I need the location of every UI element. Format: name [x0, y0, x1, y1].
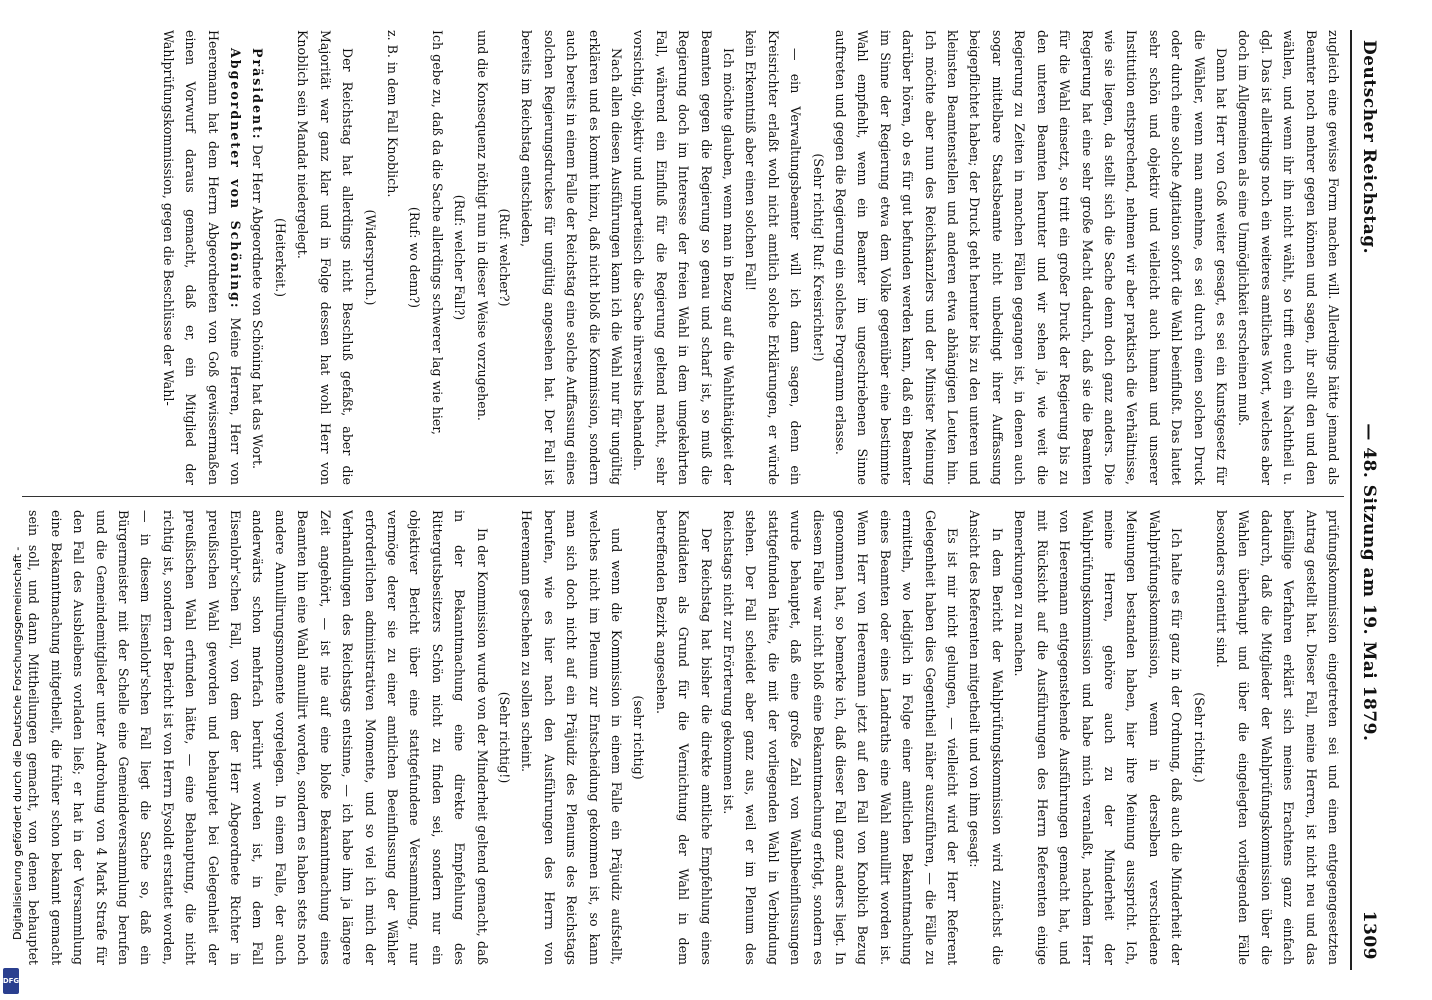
paragraph: (Sehr richtig.): [1191, 692, 1207, 783]
paragraph: (Sehr richtig! Ruf: Kreisrichter!): [810, 153, 826, 362]
paragraph: [246, 30, 268, 485]
paragraph: (Heiterkeit.): [272, 218, 288, 297]
dfg-logo: DFG: [3, 968, 19, 994]
paragraph: zugleich eine gewisse Form machen will. Allerdings hätte jemand als Beamter noch mehrer gegen können und sagen, ihr sollt den und den wählen, und wenn ihr ihn nicht wählt, so trifft euch ein Nachtheil u. dgl. Das ist allerdings noch ein weiteres amtliches Wort, welches aber doch im Allgemeinen als eine Unmöglichkeit erscheinen muß.: [1236, 30, 1341, 485]
paragraph: (Ruf: welcher Fall?): [452, 194, 468, 321]
digitization-strip: [0, 0, 22, 1000]
paragraph: (Ruf: wo denn?): [407, 206, 423, 309]
paragraph: Nach allen diesen Ausführungen kann ich die Wahl nur für ungültig erklären und es kommt hinzu, daß nicht bloß die Kommission, sondern auch bereits in einem Falle der Reichstag eine solche Auffassung eines solchen Regierungsdruckes für ungültig angesehen hat. Der Fall ist bereits im Reichstag entschieden,: [519, 30, 624, 485]
paragraph: z. B. in dem Fall Knoblich.: [384, 30, 400, 198]
paragraph: Dann hat Herr von Goß weiter gesagt, es sei ein Kunstgesetz für die Wähler, wenn man annehme, es sei durch einen solchen Druck oder durch eine solche Agitation sofort die Wahl beeinflußt. Das lautet sehr schön und objektiv und vielleicht auch human und unserer Institution entsprechend, nehmen wir aber praktisch die Verhältnisse, wie sie liegen, da stellt sich die Sache denn doch ganz anders. Die Regierung hat eine sehr große Macht dadurch, daß sie die Beamten für die Wahl einsetzt, so tritt ein großer Druck der Regierung bis zu den unteren Beamten herunter und wir sehen ja, wie weit die Regierung zu Zeiten in manchen Fällen gegangen ist, in denen auch sogar mittelbare Staatsbeamte nicht unbedingt ihrer Auffassung beigepflichtet haben; der Druck geht herunter bis zu den unteren und kleinsten Beamtenstellen und anderen etwa abhängigen Leuten hin. Ich möchte aber nun des Reichskanzlers und der Minister Meinung darüber hören, ob es für gut befunden werden kann, daß ein Beamter im Sinne der Regierung etwa dem Volke gegenüber eine bestimmte Wahl empfiehlt, wenn ein Beamter im ungeschriebenen Sinne auftreten und gegen die Regierung ein solches Programm erlasse.: [833, 30, 1229, 485]
speech-text: Meine Herren, Herr von Heeremann hat dem Herrn Abgeordneten von Goß gewissermaßen einen Vorwurf daraus gemacht, daß er, ein Mitglied der Wahlprüfungskommission, gegen die Beschlüsse der Wahl-: [160, 30, 244, 485]
left-column: [20, 30, 1344, 485]
paragraph: (Sehr richtig!): [496, 691, 512, 784]
speaker-name: Abgeordneter von Schöning:: [228, 48, 244, 310]
paragraph: Der Reichstag hat allerdings nicht Beschluß gefaßt, aber die Majorität war ganz klar und in Folge dessen hat wohl Herr von Knoblich sein Mandat niedergelegt.: [295, 30, 356, 485]
column-divider: [22, 496, 1344, 497]
paragraph: In der Kommission wurde von der Minderheit geltend gemacht, daß in der Bekanntmachung eine direkte Empfehlung des Rittergutsbesitzers Schön nicht zu finden sei, sondern nur ein objektiver Bericht über eine stattgefundene Versammlung, nur vermöge derer sie zu einer amtlichen Beeinflussung der Wähler erforderlichen administrativen Momente, und so viel ich mich der Verhandlungen des Reichstags entsinne, — ich habe ihm ja längere Zeit angehört, — ist nie auf eine bloße Bekanntmachung eines Beamten hin eine Wahl annullirt worden, sondern es haben stets noch andere Annullirungsmomente vorgelegen. In einem Falle, der auch anderwärts schon mehrfach berührt worden ist, in dem Fall Eisenlohr'schen Fall, von dem der Herr Abgeordnete Richter in preußischen Wahl geworden und behauptet bei Gelegenheit der preußischen Wahl erfunden hätte, — eine Behauptung, die nicht richtig ist, sondern der Bericht ist von Herrn Eysoldt erstattet worden, — in diesem Eisenlohr'schen Fall liegt die Sache so, daß ein Bürgermeister mit der Schelle eine Gemeindeversammlung berufen und die Gemeindemitglieder unter Androhung von 4 Mark Strafe für den Fall des Ausbleibens vorladen ließ; er hat in der Versammlung eine Bekanntmachung mitgetheilt, die früher schon bekannt gemacht sein soll, und dann Mittheilungen gemacht, von denen behauptet: [26, 510, 490, 965]
paragraph: und die Konsequenz nöthigt nun in dieser Weise vorzugehen.: [474, 30, 490, 421]
speaker-name: Präsident:: [250, 48, 266, 141]
paragraph: Ich möchte glauben, wenn man in Bezug auf die Wahlthätigkeit der Beamten gegen die Regierung so genau und scharf ist, so muß die Regierung doch im Interesse der freien Wahl in dem umgekehrten Fall, während ein Einfluß für die Regierung geltend macht, sehr vorsichtig, objektiv und unparteiisch die Sache ihrerseits behandeln.: [631, 30, 737, 485]
paragraph: (Ruf: welcher?): [496, 208, 512, 307]
paragraph: Der Reichstag hat bisher die direkte amtliche Empfehlung eines Kandidaten als Grund für die Vernichtung der Wahl in dem betreffenden Bezirk angesehen.: [653, 510, 714, 965]
paragraph: In dem Bericht der Wahlprüfungskommission wird zunächst die Ansicht des Referenten mitgetheilt und von ihm gesagt:: [967, 510, 1005, 965]
page-number: 1309: [1359, 910, 1379, 960]
paragraph: Ich halte es für ganz in der Ordnung, daß auch die Minderheit der Wahlprüfungskommission, wenn in derselben verschiedene Meinungen bestanden haben, hier ihre Meinung ausspricht. Ich, meine Herren, gehöre auch zu der Minderheit der Wahlprüfungskommission und habe mich veranlaßt, nachdem Herr von Heeremann entgegenstehende Ausführungen gemacht hat, und mit Rücksicht auf die Ausführungen des Herrn Referenten einige Bemerkungen zu machen.: [1012, 510, 1185, 965]
page-header: [1356, 40, 1382, 960]
paragraph: Ich gebe zu, daß da die Sache allerdings schwerer lag wie hier,: [429, 30, 445, 436]
speech-text: Der Herr Abgeordnete von Schöning hat das Wort.: [250, 140, 266, 470]
paragraph: und wenn die Kommission in einem Falle ein Präjudiz aufstellt, welches nicht im Plenum zur Entscheidung gekommen ist, so kann man sich doch nicht auf ein Präjudiz des Plenums des Reichstags berufen, wie es hier nach den Ausführungen des Herrn von Heeremann geschehen zu sollen scheint.: [519, 510, 624, 965]
paragraph: (Widerspruch.): [362, 209, 378, 306]
paragraph: Es ist mir nicht gelungen, — vielleicht wird der Herr Referent Gelegenheit haben dies Gegentheil näher auszuführen, — die Fälle zu ermitteln, wo lediglich in Folge einer amtlichen Bekanntmachung eines Beamten oder eines Landraths eine Wahl annullirt worden ist. Wenn Herr von Heeremann jetzt auf den Fall von Knoblich Bezug genommen hat, so bemerke ich, daß dieser Fall ganz anders liegt. In diesem Falle war nicht bloß eine Bekanntmachung erfolgt, sondern es wurde behauptet, daß eine große Zahl von Wahlbeeinflussungen stattgefunden hätte, die mit der vorliegenden Wahl in Verbindung stehen. Der Fall scheidet aber ganz aus, weil er im Plenum des Reichstags nicht zur Erörterung gekommen ist.: [721, 510, 961, 965]
paragraph: [156, 30, 246, 485]
right-column: [20, 510, 1344, 965]
paragraph: prüfungskommission eingetreten sei und einen entgegengesetzten Antrag gestellt hat. Dieser Fall, meine Herren, ist nicht neu und das beifällige Verfahren erklärt sich meines Erachtens ganz einfach dadurch, daß die Mitglieder der Wahlprüfungskommission über die Wahlen überhaupt und über die eingelegten vorliegenden Fälle besonders orientirt sind.: [1213, 510, 1341, 965]
paragraph: — ein Verwaltungsbeamter will ich dann sagen, denn ein Kreisrichter erlaßt wohl nicht amtlich solche Erklärungen, er würde kein Erkenntniß aber einen solchen Fall!: [743, 30, 804, 485]
digitization-note: Digitalisierung gefördert durch die Deutsche Forschungsgemeinschaft -: [11, 546, 24, 940]
header-title: Deutscher Reichstag.: [1359, 40, 1379, 255]
header-session: — 48. Sitzung am 19. Mai 1879.: [1359, 423, 1379, 742]
header-rule: [1350, 30, 1352, 970]
paragraph: (sehr richtig): [631, 695, 647, 780]
